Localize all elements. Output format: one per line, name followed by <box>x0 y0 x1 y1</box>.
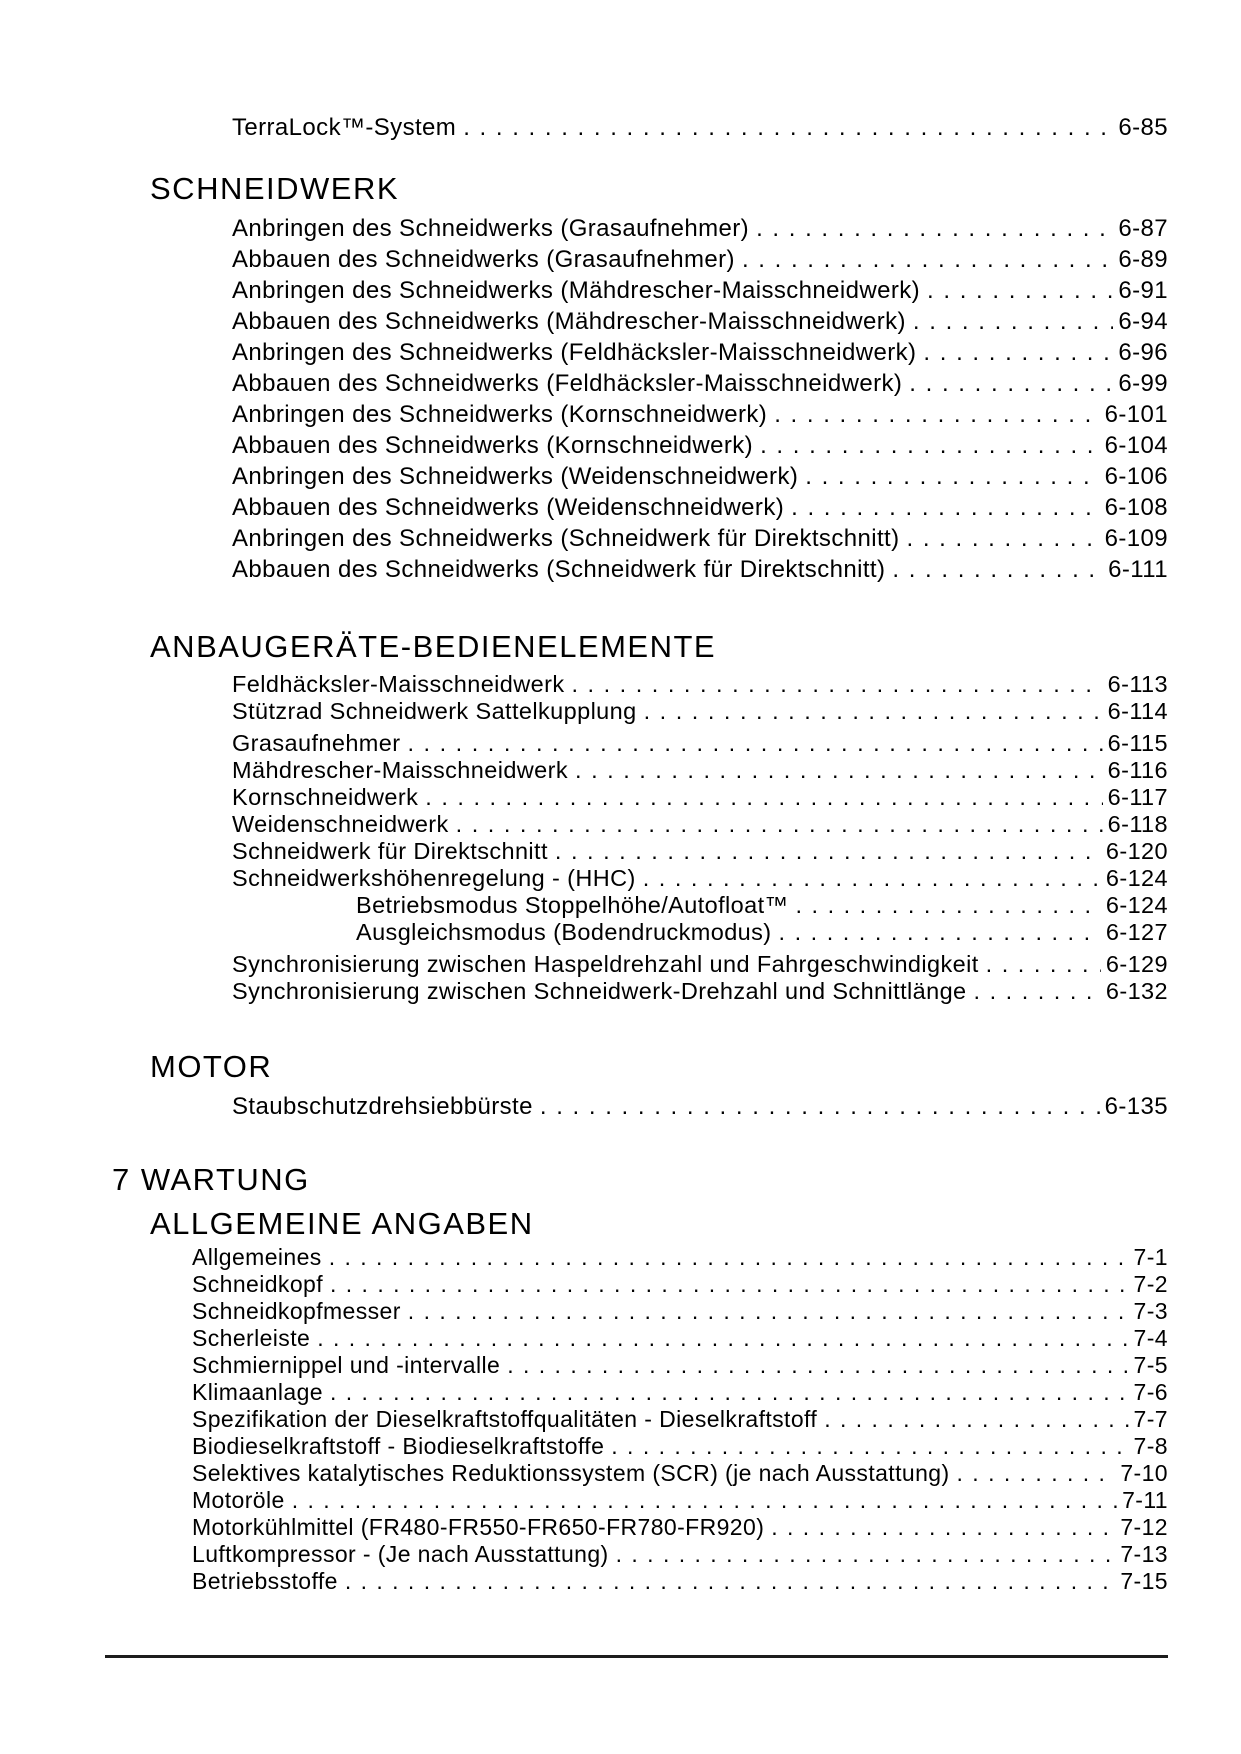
toc-entry <box>192 1541 1168 1568</box>
toc-entry-label: Schmiernippel und -intervalle <box>192 1352 501 1378</box>
toc-entry-page-number: 6-120 <box>1105 838 1168 864</box>
toc-entry <box>232 730 1168 757</box>
dot-leader <box>779 919 1101 946</box>
toc-entry-label: Mähdrescher-Maisschneidwerk <box>232 757 569 783</box>
toc-entry-page-number: 6-99 <box>1118 370 1168 397</box>
section-heading: ALLGEMEINE ANGABEN <box>150 1206 534 1241</box>
toc-entry <box>192 1325 1168 1352</box>
toc-entry-page-number: 6-108 <box>1104 494 1168 521</box>
toc-entry <box>232 337 1168 368</box>
dot-leader <box>644 698 1103 725</box>
dot-leader <box>760 430 1100 461</box>
toc-entry <box>192 1352 1168 1379</box>
dot-leader <box>616 1541 1116 1568</box>
toc-entry-label: Motorkühlmittel (FR480-FR550-FR650-FR780-FR920) <box>192 1514 765 1540</box>
toc-entry-page-number: 7-3 <box>1133 1298 1168 1324</box>
toc-entry-label: Scherleiste <box>192 1325 311 1351</box>
toc-entry-page-number: 7-11 <box>1122 1487 1168 1513</box>
toc-entry <box>192 1244 1168 1271</box>
toc-entry-page-number: 6-127 <box>1105 919 1168 945</box>
entry-group <box>232 213 1168 585</box>
toc-entry-label: Weidenschneidwerk <box>232 811 449 837</box>
toc-entry <box>232 399 1168 430</box>
toc-entry-label: Ausgleichsmodus (Bodendruckmodus) <box>356 919 772 945</box>
toc-entry <box>232 306 1168 337</box>
dot-leader <box>555 838 1101 865</box>
toc-entry <box>232 811 1168 838</box>
toc-entry-page-number: 6-111 <box>1108 556 1168 583</box>
toc-entry-page-number: 6-118 <box>1107 811 1168 837</box>
toc-entry-label: Schneidwerk für Direktschnitt <box>232 838 548 864</box>
toc-entry-label: Staubschutzdrehsiebbürste <box>232 1093 533 1120</box>
toc-entry <box>232 554 1168 585</box>
toc-entry-page-number: 6-89 <box>1118 246 1168 273</box>
toc-entry-label: Selektives katalytisches Reduktionssystem (SCR) (je nach Ausstattung) <box>192 1460 950 1486</box>
toc-entry <box>232 275 1168 306</box>
toc-entry-page-number: 7-7 <box>1133 1406 1168 1432</box>
toc-entry <box>232 461 1168 492</box>
toc-entry <box>232 112 1168 143</box>
chapter-heading: 7 WARTUNG <box>112 1162 310 1197</box>
toc-entry-page-number: 6-96 <box>1118 339 1168 366</box>
toc-entry <box>232 919 1168 946</box>
toc-entry-label: Spezifikation der Dieselkraftstoffqualitäten - Dieselkraftstoff <box>192 1406 818 1432</box>
toc-entry-label: Biodieselkraftstoff - Biodieselkraftstoffe <box>192 1433 605 1459</box>
toc-entry-page-number: 6-106 <box>1104 463 1168 490</box>
dot-leader <box>986 951 1101 978</box>
toc-entry <box>192 1298 1168 1325</box>
toc-entry-page-number: 6-85 <box>1118 114 1168 141</box>
entry-group <box>232 671 1168 1005</box>
toc-entry <box>232 492 1168 523</box>
toc-entry <box>232 368 1168 399</box>
toc-entry-page-number: 6-101 <box>1104 401 1168 428</box>
dot-leader <box>611 1433 1128 1460</box>
section-heading: MOTOR <box>150 1049 273 1084</box>
toc-entry <box>192 1460 1168 1487</box>
toc-entry <box>232 865 1168 892</box>
dot-leader <box>742 244 1113 275</box>
toc-entry-label: Anbringen des Schneidwerks (Mähdrescher-Maisschneidwerk) <box>232 277 921 304</box>
toc-entry-label: Schneidkopfmesser <box>192 1298 401 1324</box>
dot-leader <box>317 1325 1128 1352</box>
dot-leader <box>507 1352 1128 1379</box>
dot-leader <box>330 1379 1129 1406</box>
toc-entry <box>192 1487 1168 1514</box>
toc-entry <box>232 784 1168 811</box>
section-heading: ANBAUGERÄTE-BEDIENELEMENTE <box>150 629 717 664</box>
toc-entry-label: Synchronisierung zwischen Schneidwerk-Drehzahl und Schnittlänge <box>232 978 967 1004</box>
entry-group <box>232 1091 1168 1122</box>
toc-entry <box>232 523 1168 554</box>
entry-group <box>192 1244 1168 1595</box>
dot-leader <box>330 1271 1129 1298</box>
footer-rule <box>105 1655 1168 1658</box>
toc-entry-page-number: 7-10 <box>1120 1460 1168 1486</box>
toc-entry <box>192 1379 1168 1406</box>
toc-entry-label: Anbringen des Schneidwerks (Weidenschneidwerk) <box>232 463 799 490</box>
toc-entry <box>232 838 1168 865</box>
toc-entry-label: Motoröle <box>192 1487 285 1513</box>
dot-leader <box>824 1406 1128 1433</box>
toc-entry-page-number: 6-94 <box>1118 308 1168 335</box>
toc-entry-page-number: 6-124 <box>1105 865 1168 891</box>
toc-entry-page-number: 7-5 <box>1133 1352 1168 1378</box>
toc-entry-label: Anbringen des Schneidwerks (Grasaufnehmer) <box>232 215 750 242</box>
dot-leader <box>643 865 1101 892</box>
toc-entry <box>192 1568 1168 1595</box>
toc-entry-label: Abbauen des Schneidwerks (Weidenschneidwerk) <box>232 494 785 521</box>
toc-entry-label: Schneidwerkshöhenregelung - (HHC) <box>232 865 636 891</box>
dot-leader <box>292 1487 1117 1514</box>
toc-entry-label: Abbauen des Schneidwerks (Grasaufnehmer) <box>232 246 735 273</box>
dot-leader <box>892 554 1103 585</box>
toc-entry-label: Anbringen des Schneidwerks (Feldhäcksler-Maisschneidwerk) <box>232 339 917 366</box>
toc-entry-label: Kornschneidwerk <box>232 784 419 810</box>
dot-leader <box>974 978 1101 1005</box>
dot-leader <box>909 368 1113 399</box>
toc-entry-page-number: 6-87 <box>1118 215 1168 242</box>
toc-entry-page-number: 7-4 <box>1133 1325 1168 1351</box>
toc-entry-page-number: 6-104 <box>1104 432 1168 459</box>
toc-entry-page-number: 6-129 <box>1105 951 1168 977</box>
toc-entry-page-number: 7-6 <box>1133 1379 1168 1405</box>
toc-entry-label: Klimaanlage <box>192 1379 323 1405</box>
toc-entry-label: Betriebsmodus Stoppelhöhe/Autofloat™ <box>356 892 789 918</box>
toc-entry-label: Abbauen des Schneidwerks (Feldhäcksler-Maisschneidwerk) <box>232 370 903 397</box>
toc-entry <box>192 1433 1168 1460</box>
toc-entry-page-number: 6-115 <box>1107 730 1168 756</box>
dot-leader <box>329 1244 1129 1271</box>
dot-leader <box>540 1091 1100 1122</box>
toc-entry-label: TerraLock™-System <box>232 114 457 141</box>
toc-entry <box>232 698 1168 725</box>
toc-entry-label: Betriebsstoffe <box>192 1568 338 1594</box>
toc-entry-page-number: 7-15 <box>1120 1568 1168 1594</box>
toc-entry-label: Luftkompressor - (Je nach Ausstattung) <box>192 1541 609 1567</box>
dot-leader <box>425 784 1102 811</box>
dot-leader <box>407 730 1102 757</box>
toc-entry-page-number: 6-117 <box>1107 784 1168 810</box>
toc-entry <box>232 244 1168 275</box>
dot-leader <box>923 337 1113 368</box>
toc-entry <box>232 951 1168 978</box>
dot-leader <box>345 1568 1116 1595</box>
dot-leader <box>571 671 1102 698</box>
toc-entry-label: Anbringen des Schneidwerks (Kornschneidwerk) <box>232 401 768 428</box>
toc-entry-page-number: 6-91 <box>1118 277 1168 304</box>
toc-entry-page-number: 6-113 <box>1107 671 1168 697</box>
toc-entry-page-number: 6-124 <box>1105 892 1168 918</box>
toc-entry-label: Allgemeines <box>192 1244 322 1270</box>
toc-entry-page-number: 6-132 <box>1105 978 1168 1004</box>
dot-leader <box>774 399 1099 430</box>
dot-leader <box>771 1514 1115 1541</box>
dot-leader <box>795 892 1100 919</box>
dot-leader <box>575 757 1103 784</box>
dot-leader <box>927 275 1113 306</box>
toc-entry-label: Synchronisierung zwischen Haspeldrehzahl und Fahrgeschwindigkeit <box>232 951 979 977</box>
toc-entry-page-number: 7-2 <box>1133 1271 1168 1297</box>
toc-entry <box>232 1091 1168 1122</box>
toc-entry-label: Schneidkopf <box>192 1271 323 1297</box>
toc-entry-page-number: 6-114 <box>1107 698 1168 724</box>
toc-entry <box>232 671 1168 698</box>
dot-leader <box>463 112 1113 143</box>
entry-group <box>232 112 1168 143</box>
toc-entry <box>192 1406 1168 1433</box>
toc-entry-label: Anbringen des Schneidwerks (Schneidwerk für Direktschnitt) <box>232 525 900 552</box>
toc-entry-label: Abbauen des Schneidwerks (Schneidwerk für Direktschnitt) <box>232 556 886 583</box>
dot-leader <box>791 492 1099 523</box>
toc-entry-page-number: 6-135 <box>1104 1093 1168 1120</box>
dot-leader <box>408 1298 1129 1325</box>
toc-entry-label: Abbauen des Schneidwerks (Kornschneidwerk) <box>232 432 754 459</box>
toc-entry-label: Abbauen des Schneidwerks (Mähdrescher-Maisschneidwerk) <box>232 308 906 335</box>
toc-entry-page-number: 7-12 <box>1120 1514 1168 1540</box>
toc-entry-label: Grasaufnehmer <box>232 730 401 756</box>
toc-entry-page-number: 6-109 <box>1104 525 1168 552</box>
toc-entry-label: Feldhäcksler-Maisschneidwerk <box>232 671 565 697</box>
toc-entry-page-number: 7-13 <box>1120 1541 1168 1567</box>
dot-leader <box>756 213 1113 244</box>
dot-leader <box>805 461 1099 492</box>
toc <box>0 112 1168 1595</box>
toc-entry <box>232 757 1168 784</box>
toc-entry <box>192 1271 1168 1298</box>
toc-entry-label: Stützrad Schneidwerk Sattelkupplung <box>232 698 637 724</box>
toc-entry-page-number: 7-1 <box>1133 1244 1168 1270</box>
toc-entry <box>232 213 1168 244</box>
dot-leader <box>456 811 1103 838</box>
toc-entry-page-number: 6-116 <box>1107 757 1168 783</box>
toc-entry <box>232 892 1168 919</box>
toc-entry-page-number: 7-8 <box>1133 1433 1168 1459</box>
dot-leader <box>907 523 1100 554</box>
dot-leader <box>913 306 1113 337</box>
section-heading: SCHNEIDWERK <box>150 171 400 206</box>
toc-entry <box>232 978 1168 1005</box>
toc-entry <box>232 430 1168 461</box>
toc-entry <box>192 1514 1168 1541</box>
dot-leader <box>957 1460 1116 1487</box>
